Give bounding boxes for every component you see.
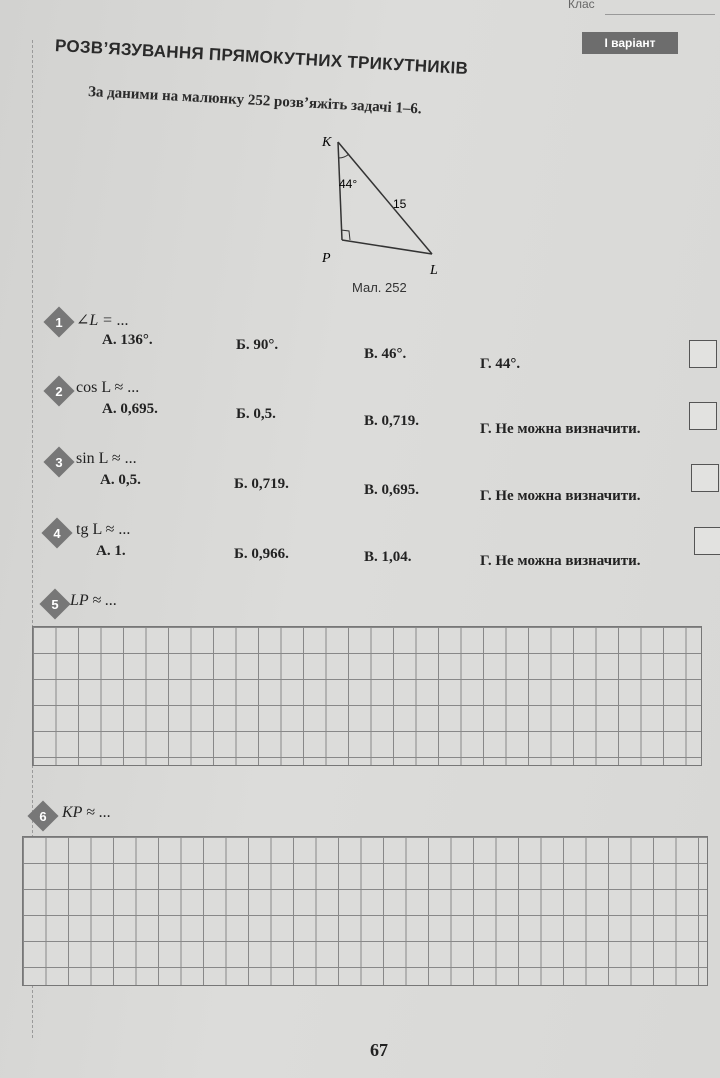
- task-question: cos L ≈ ...: [76, 379, 140, 396]
- task-number-badge: 6: [27, 800, 58, 831]
- vertex-k-label: K: [322, 135, 332, 150]
- option-h[interactable]: Г. 44°.: [480, 356, 521, 372]
- option-v[interactable]: В. 0,695.: [364, 482, 420, 498]
- option-v[interactable]: В. 46°.: [364, 346, 407, 362]
- side-length-label: 15: [393, 197, 407, 211]
- answer-box-1[interactable]: [689, 340, 717, 368]
- option-a[interactable]: А. 0,5.: [100, 472, 141, 488]
- page-number: 67: [370, 1040, 388, 1060]
- option-b[interactable]: Б. 0,719.: [234, 476, 289, 492]
- option-a[interactable]: А. 136°.: [102, 332, 153, 348]
- class-blank-line: [605, 14, 715, 15]
- task-question: LP ≈ ...: [70, 592, 118, 609]
- option-a[interactable]: А. 1.: [96, 543, 126, 559]
- answer-grid-6[interactable]: [22, 836, 708, 986]
- page-title: РОЗВ’ЯЗУВАННЯ ПРЯМОКУТНИХ ТРИКУТНИКІВ: [54, 36, 469, 79]
- option-b[interactable]: Б. 0,5.: [236, 406, 276, 422]
- side-pl: [342, 240, 432, 254]
- triangle-figure: [310, 130, 460, 280]
- option-h[interactable]: Г. Не можна визначити.: [480, 421, 641, 437]
- option-v[interactable]: В. 1,04.: [364, 549, 412, 565]
- task-question: KP ≈ ...: [62, 804, 111, 821]
- answer-box-2[interactable]: [689, 402, 717, 430]
- figure-caption: Мал. 252: [352, 280, 407, 295]
- task-question: ∠L = ...: [76, 312, 129, 329]
- task-number-badge: 4: [41, 517, 72, 548]
- option-h[interactable]: Г. Не можна визначити.: [480, 553, 641, 569]
- option-a[interactable]: А. 0,695.: [102, 401, 158, 417]
- variant-badge: І варіант: [582, 32, 678, 54]
- angle-label: 44°: [339, 177, 358, 191]
- option-b[interactable]: Б. 90°.: [236, 337, 279, 353]
- side-kl: [338, 142, 432, 254]
- task-number-badge: 1: [43, 306, 74, 337]
- task-question: tg L ≈ ...: [76, 521, 131, 538]
- answer-grid-5[interactable]: [32, 626, 702, 766]
- vertex-l-label: L: [430, 263, 438, 278]
- option-v[interactable]: В. 0,719.: [364, 413, 420, 429]
- instruction-text: За даними на малюнку 252 розв’яжіть задачі 1–6.: [87, 84, 423, 118]
- class-label: Клас: [568, 0, 595, 11]
- option-h[interactable]: Г. Не можна визначити.: [480, 488, 641, 504]
- answer-box-4[interactable]: [694, 527, 720, 555]
- task-number-badge: 2: [43, 375, 74, 406]
- task-number-badge: 3: [43, 446, 74, 477]
- task-question: sin L ≈ ...: [76, 450, 137, 467]
- task-number-badge: 5: [39, 588, 70, 619]
- vertex-p-label: P: [322, 251, 331, 266]
- answer-box-3[interactable]: [691, 464, 719, 492]
- angle-k-arc: [339, 154, 349, 158]
- side-kp: [338, 142, 342, 240]
- option-b[interactable]: Б. 0,966.: [234, 546, 289, 562]
